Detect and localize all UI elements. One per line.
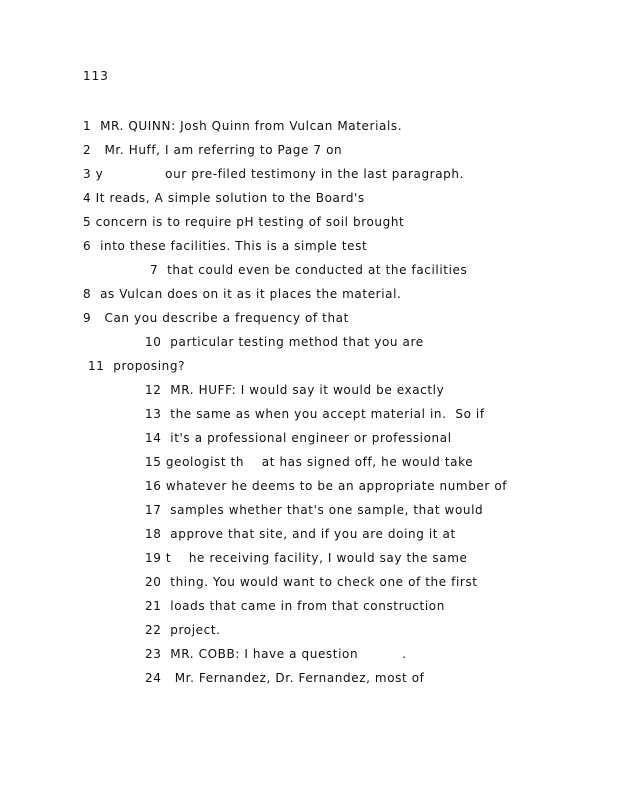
transcript-line-20: 20 thing. You would want to check one of the first [145, 575, 478, 589]
transcript-line-23: 23 MR. COBB: I have a question . [145, 647, 407, 661]
transcript-line-12: 12 MR. HUFF: I would say it would be exactly [145, 383, 445, 397]
transcript-line-13: 13 the same as when you accept material in. So if [145, 407, 485, 421]
transcript-line-19: 19 t he receiving facility, I would say the same [145, 551, 468, 565]
transcript-line-3: 3 y our pre-filed testimony in the last paragraph. [83, 167, 465, 181]
transcript-line-18: 18 approve that site, and if you are doing it at [145, 527, 456, 541]
transcript-line-10: 10 particular testing method that you are [145, 335, 424, 349]
transcript-line-9: 9 Can you describe a frequency of that [83, 311, 349, 325]
transcript-line-7: 7 that could even be conducted at the facilities [150, 263, 468, 277]
transcript-line-4: 4 It reads, A simple solution to the Board's [83, 191, 365, 205]
transcript-line-24: 24 Mr. Fernandez, Dr. Fernandez, most of [145, 671, 425, 685]
transcript-line-21: 21 loads that came in from that construction [145, 599, 445, 613]
transcript-line-22: 22 project. [145, 623, 221, 637]
transcript-line-14: 14 it's a professional engineer or professional [145, 431, 452, 445]
page-number: 113 [83, 69, 109, 83]
transcript-line-17: 17 samples whether that's one sample, that would [145, 503, 484, 517]
transcript-line-11: 11 proposing? [88, 359, 186, 373]
transcript-line-2: 2 Mr. Huff, I am referring to Page 7 on [83, 143, 343, 157]
transcript-line-5: 5 concern is to require pH testing of soil brought [83, 215, 405, 229]
transcript-line-16: 16 whatever he deems to be an appropriate number of [145, 479, 508, 493]
transcript-line-1: 1 MR. QUINN: Josh Quinn from Vulcan Materials. [83, 119, 403, 133]
transcript-line-6: 6 into these facilities. This is a simple test [83, 239, 368, 253]
transcript-line-8: 8 as Vulcan does on it as it places the material. [83, 287, 402, 301]
transcript-line-15: 15 geologist th at has signed off, he would take [145, 455, 474, 469]
